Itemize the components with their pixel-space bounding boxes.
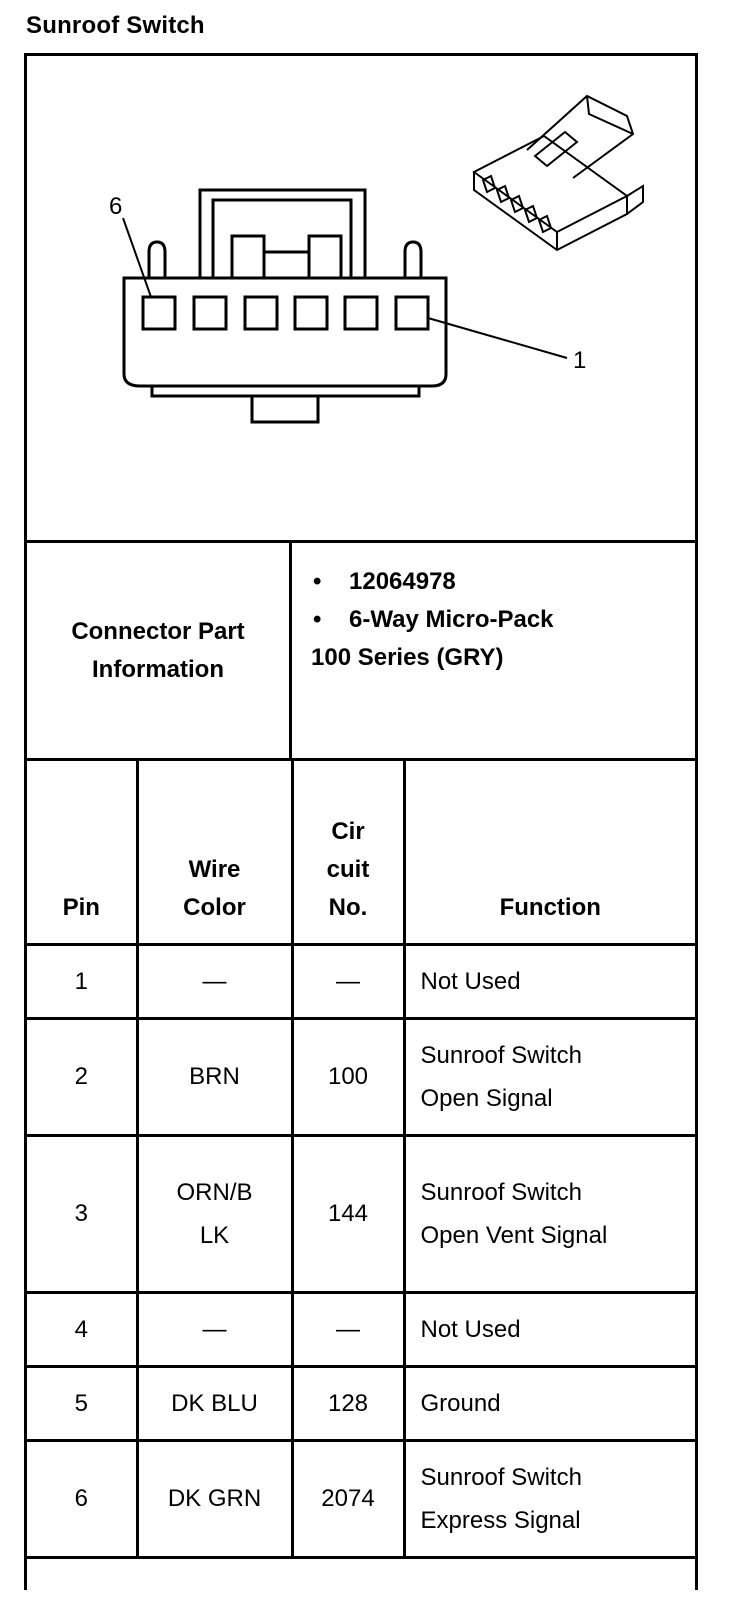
table-row — [27, 1292, 695, 1366]
table-header-row — [27, 761, 695, 944]
lock-inner-frame — [213, 200, 351, 278]
circuit-cell: 128 — [292, 1366, 404, 1440]
function-line1: Sunroof Switch — [420, 1041, 582, 1069]
header-circuit-line1: Cir — [331, 817, 365, 845]
wire-color-line2: LK — [199, 1221, 230, 1249]
cavity-6 — [143, 297, 175, 329]
header-circuit-line2: cuit — [326, 855, 370, 883]
connector-table-frame — [24, 53, 698, 1590]
callout-1-leader — [428, 318, 567, 358]
pin-cell: 2 — [27, 1018, 137, 1135]
table-row — [27, 1018, 695, 1135]
pin-cell: 5 — [27, 1366, 137, 1440]
left-latch-post — [149, 242, 165, 278]
circuit-cell: — — [292, 944, 404, 1018]
function-cell — [404, 1018, 695, 1135]
cavity-5 — [194, 297, 226, 329]
circuit-cell: 144 — [292, 1135, 404, 1292]
wire-color-cell: — — [137, 1292, 292, 1366]
header-circuit-line3: No. — [328, 893, 368, 921]
wire-color-cell — [137, 1135, 292, 1292]
wire-color-cell: BRN — [137, 1018, 292, 1135]
part-number: 12064978 — [349, 568, 456, 595]
part-number-line — [295, 563, 695, 601]
function-cell: Not Used — [404, 944, 695, 1018]
connector-part-info-label: Connector Part Information — [27, 543, 292, 758]
header-wire-color-line2: Color — [183, 893, 246, 921]
connector-body-outline — [124, 278, 446, 386]
wire-color-line1: ORN/B — [176, 1178, 253, 1206]
table-row — [27, 1366, 695, 1440]
pin-cell: 3 — [27, 1135, 137, 1292]
wire-color-cell: DK GRN — [137, 1440, 292, 1557]
connector-diagram-cell — [27, 56, 695, 543]
description-line — [295, 601, 695, 639]
pin-cell: 1 — [27, 944, 137, 1018]
wire-color-cell: DK BLU — [137, 1366, 292, 1440]
circuit-cell: 2074 — [292, 1440, 404, 1557]
circuit-cell: — — [292, 1292, 404, 1366]
lock-tab-right — [309, 236, 341, 278]
function-cell — [404, 1440, 695, 1557]
callout-6-leader — [123, 218, 151, 297]
function-line1: Sunroof Switch — [420, 1463, 582, 1491]
connector-part-info-row — [27, 543, 695, 761]
lock-tab-left — [232, 236, 264, 278]
header-pin: Pin — [27, 761, 137, 944]
function-line2: Open Vent Signal — [420, 1221, 608, 1249]
connector-face-diagram — [27, 56, 695, 543]
callout-1-label: 1 — [573, 347, 587, 374]
connector-series: 100 Series (GRY) — [311, 644, 504, 671]
connector-description: 6-Way Micro-Pack — [349, 606, 554, 633]
circuit-cell: 100 — [292, 1018, 404, 1135]
cavity-2 — [345, 297, 377, 329]
table-row — [27, 944, 695, 1018]
function-line2: Express Signal — [420, 1506, 581, 1534]
function-cell: Not Used — [404, 1292, 695, 1366]
bullet-icon: • — [313, 568, 322, 595]
right-latch-post — [405, 242, 421, 278]
page-title: Sunroof Switch — [26, 12, 205, 39]
table-row — [27, 1135, 695, 1292]
function-line2: Open Signal — [420, 1084, 553, 1112]
function-line1: Sunroof Switch — [420, 1178, 582, 1206]
connector-part-info-values — [295, 563, 695, 677]
pin-table — [27, 761, 695, 1559]
header-wire-color — [137, 761, 292, 944]
cavity-3 — [295, 297, 327, 329]
pin-cell: 6 — [27, 1440, 137, 1557]
header-wire-color-line1: Wire — [188, 855, 241, 883]
header-circuit-no — [292, 761, 404, 944]
pin-cell: 4 — [27, 1292, 137, 1366]
function-cell — [404, 1135, 695, 1292]
header-function: Function — [404, 761, 695, 944]
cavity-4 — [245, 297, 277, 329]
bottom-key-tab — [252, 396, 318, 422]
function-cell: Ground — [404, 1366, 695, 1440]
bullet-icon: • — [313, 606, 322, 633]
wire-color-cell: — — [137, 944, 292, 1018]
callout-6-label: 6 — [109, 193, 123, 220]
table-row — [27, 1440, 695, 1557]
cavity-1 — [396, 297, 428, 329]
connector-isometric-sketch — [474, 96, 643, 250]
